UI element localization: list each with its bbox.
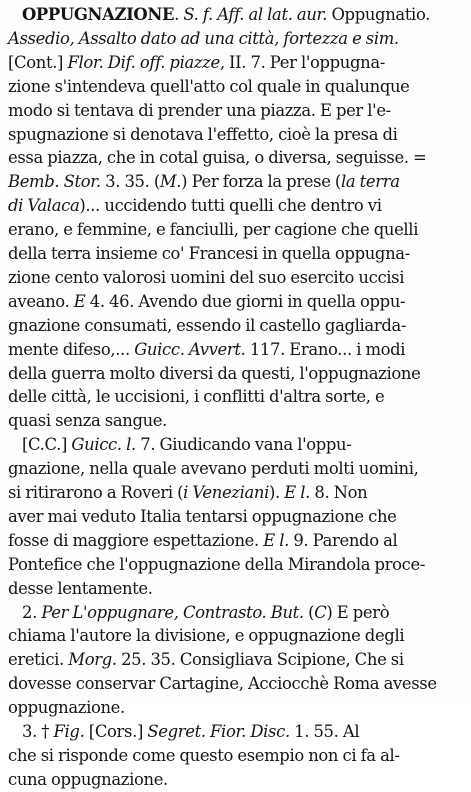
- text-segment: modo si tentava di prender una piazza. E per l'e-: [8, 100, 391, 120]
- entry-line: [8, 553, 425, 577]
- text-segment: aveano.: [8, 291, 74, 311]
- text-segment: ).: [269, 483, 285, 502]
- text-segment: chiama l'autore la divisione, e oppugnazione degli: [8, 626, 405, 646]
- entry-line: [8, 218, 418, 242]
- italic-segment: Morg.: [68, 650, 117, 670]
- entry-line: [8, 385, 384, 409]
- text-segment: ) Per forza la prese (: [181, 172, 341, 192]
- entry-line: [22, 3, 430, 27]
- entry-line: [8, 648, 404, 672]
- text-segment: ) E però: [326, 602, 390, 622]
- entry-line: [8, 409, 167, 433]
- italic-segment: Bemb. Stor.: [8, 172, 101, 192]
- entry-line: [8, 744, 400, 768]
- entry-line: [8, 123, 398, 147]
- italic-segment: di Valaca: [8, 196, 80, 216]
- italic-segment: E: [73, 291, 86, 311]
- text-segment: [Cont.]: [8, 52, 68, 72]
- text-segment: 9. Parendo al: [288, 530, 398, 550]
- entry-line: [8, 266, 404, 290]
- entry-line: [8, 768, 168, 792]
- entry-line: [8, 170, 400, 194]
- italic-segment: la terra: [340, 172, 400, 192]
- entry-line: [8, 27, 399, 51]
- text-segment: 3. †: [22, 722, 54, 741]
- text-segment: 25. 35. Consigliava Scipione, Che si: [116, 650, 404, 670]
- text-segment: 2.: [22, 602, 42, 622]
- entry-line: [8, 362, 420, 386]
- entry-line: [8, 338, 405, 362]
- entry-line: [8, 99, 391, 123]
- italic-segment: C: [314, 602, 327, 622]
- entry-line: [8, 624, 404, 648]
- italic-segment: M.: [159, 172, 182, 192]
- text-segment: essa piazza, che in cotal guisa, o diversa, seguisse. =: [8, 148, 427, 168]
- text-segment: )... uccidendo tutti quelli che dentro vi: [79, 196, 382, 216]
- entry-line: [8, 314, 406, 338]
- text-segment: , II. 7. Per l'oppugna-: [219, 52, 385, 72]
- italic-segment: Fig.: [53, 722, 85, 741]
- text-segment: 7. Giudicando vana l'oppu-: [135, 435, 352, 455]
- entry-line: [8, 577, 153, 601]
- text-segment: 8. Non: [310, 483, 368, 502]
- text-segment: cuna oppugnazione.: [8, 769, 168, 789]
- text-segment: della terra insieme co' Francesi in quella oppugna-: [8, 244, 410, 263]
- entry-line: [8, 481, 367, 505]
- entry-line: [8, 529, 397, 553]
- text-segment: [Cors.]: [84, 722, 148, 741]
- text-segment: si ritirarono a Roveri (: [8, 483, 184, 502]
- text-segment: della guerra molto diversi da questi, l'oppugnazione: [8, 363, 421, 383]
- text-segment: zione s'intendeva quell'atto col quale in qualunque: [8, 76, 410, 96]
- text-segment: Pontefice che l'oppugnazione della Mirandola proce-: [8, 554, 426, 574]
- text-segment: zione cento valorosi uomini del suo esercito uccisi: [8, 267, 405, 287]
- italic-segment: Assedio, Assalto dato ad una città, fortezza e sim.: [8, 28, 399, 48]
- text-segment: 1. 55. Al: [289, 722, 360, 741]
- entry-line: [8, 51, 385, 75]
- text-segment: (: [303, 602, 315, 622]
- italic-segment: i Veneziani: [183, 483, 269, 502]
- italic-segment: Per L'oppugnare, Contrasto. But.: [41, 602, 304, 622]
- entry-line: [22, 720, 359, 744]
- text-segment: .: [174, 5, 184, 24]
- text-segment: quasi senza sangue.: [8, 411, 168, 431]
- text-segment: aver mai veduto Italia tentarsi oppugnazione che: [8, 506, 397, 526]
- text-segment: [C.C.]: [22, 435, 72, 455]
- text-segment: 4. 46. Avendo due giorni in quella oppu-: [85, 291, 406, 311]
- italic-segment: Guicc. Avvert.: [134, 339, 246, 359]
- text-segment: mente difeso,...: [8, 339, 135, 359]
- italic-segment: E l.: [263, 530, 289, 550]
- entry-line: [8, 290, 405, 314]
- text-segment: spugnazione si denotava l'effetto, cioè la presa di: [8, 124, 398, 144]
- entry-line: [8, 242, 410, 266]
- headword: OPPUGNAZIONE: [22, 5, 175, 24]
- text-segment: delle città, le uccisioni, i conflitti d'altra sorte, e: [8, 387, 385, 407]
- text-segment: gnazione, nella quale avevano perduti molti uomini,: [8, 459, 419, 479]
- italic-segment: S. f. Aff. al lat. aur.: [183, 5, 328, 24]
- entry-line: [8, 696, 125, 720]
- entry-line: [8, 672, 437, 696]
- text-segment: che si risponde come questo esempio non ci fa al-: [8, 745, 400, 765]
- entry-line: [8, 457, 419, 481]
- text-segment: erano, e femmine, e fanciulli, per cagione che quelli: [8, 220, 419, 240]
- italic-segment: Flor. Dif. off. piazze: [67, 52, 220, 72]
- italic-segment: Segret. Fior. Disc.: [147, 722, 290, 741]
- text-segment: desse lentamente.: [8, 578, 153, 598]
- text-segment: dovesse conservar Cartagine, Acciocchè Roma avesse: [8, 674, 437, 694]
- text-segment: Oppugnatio.: [327, 5, 431, 24]
- entry-line: [8, 194, 382, 218]
- text-segment: eretici.: [8, 650, 69, 670]
- entry-line: [8, 505, 397, 529]
- entry-line: [22, 601, 389, 625]
- entry-line: [8, 146, 426, 170]
- text-segment: 3. 35. (: [100, 172, 160, 192]
- italic-segment: E l.: [284, 483, 310, 502]
- entry-line: [22, 433, 351, 457]
- entry-line: [8, 75, 410, 99]
- text-segment: 117. Erano... i modi: [245, 339, 406, 359]
- text-segment: gnazione consumati, essendo il castello gagliarda-: [8, 315, 407, 335]
- text-segment: fosse di maggiore espettazione.: [8, 530, 264, 550]
- text-segment: oppugnazione.: [8, 698, 125, 718]
- italic-segment: Guicc. l.: [71, 435, 136, 455]
